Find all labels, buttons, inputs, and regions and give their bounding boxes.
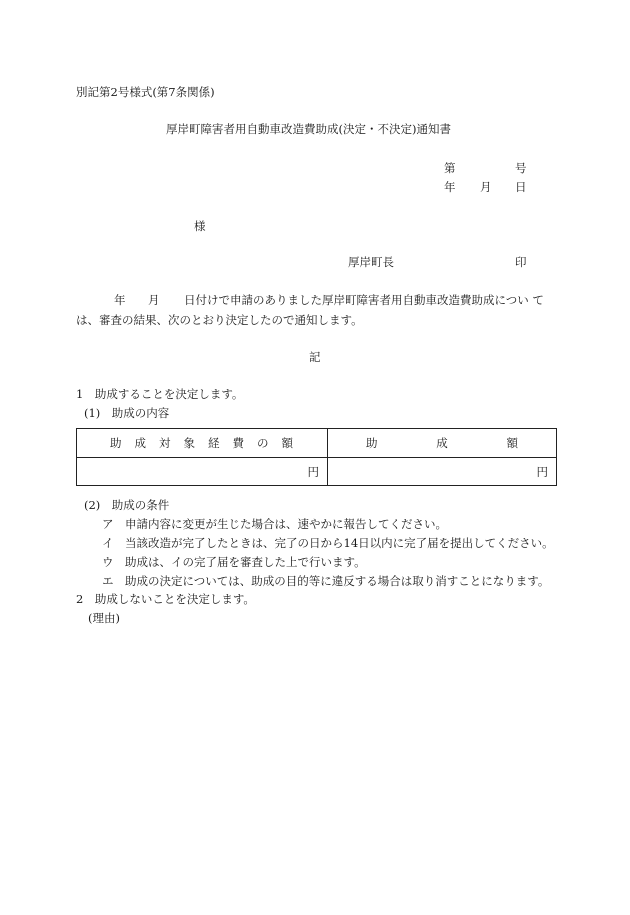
condition-item: ウ 助成は、イの完了届を審査した上で行います。: [102, 555, 366, 569]
doc-number-dai: 第: [444, 161, 456, 175]
subsidy-amount-table: [76, 428, 557, 486]
body-month: 月: [148, 293, 160, 307]
date-month: 月: [480, 180, 492, 194]
col-header-target-cost: 助成対象経費の額: [77, 429, 328, 458]
section1-sub2: (2) 助成の条件: [84, 498, 170, 512]
col-header-subsidy-amount: [328, 429, 557, 458]
body-year: 年: [114, 293, 126, 307]
section1-heading: 1 助成することを決定します。: [76, 387, 244, 401]
body-line2: は、審査の結果、次のとおり決定したので通知します。: [76, 313, 363, 327]
section2-reason: (理由): [88, 611, 120, 625]
target-cost-value: 円: [77, 458, 328, 486]
page-title: 厚岸町障害者用自動車改造費助成(決定・不決定)通知書: [166, 122, 451, 136]
section2-heading: 2 助成しないことを決定します。: [76, 592, 255, 606]
col-header-part: 成: [436, 436, 448, 450]
col-header-part: 助: [366, 436, 378, 450]
subsidy-amount-value: 円: [328, 458, 557, 486]
date-day: 日: [515, 180, 527, 194]
date-year: 年: [444, 180, 456, 194]
form-label: 別記第2号様式(第7条関係): [76, 85, 215, 99]
col-header-part: 額: [506, 436, 518, 450]
sender-seal: 印: [515, 255, 527, 269]
addressee-sama: 様: [194, 219, 206, 233]
condition-item: ア 申請内容に変更が生じた場合は、速やかに報告してください。: [102, 517, 447, 531]
section1-sub1: (1) 助成の内容: [84, 406, 170, 420]
ki-label: 記: [309, 350, 321, 364]
sender-name: 厚岸町長: [348, 255, 394, 269]
doc-number-go: 号: [515, 161, 527, 175]
condition-item: エ 助成の決定については、助成の目的等に違反する場合は取り消すことになります。: [102, 574, 550, 588]
body-line1: 日付けで申請のありました厚岸町障害者用自動車改造費助成につい て: [184, 293, 544, 307]
condition-item: イ 当該改造が完了したときは、完了の日から14日以内に完了届を提出してください。: [102, 536, 554, 550]
